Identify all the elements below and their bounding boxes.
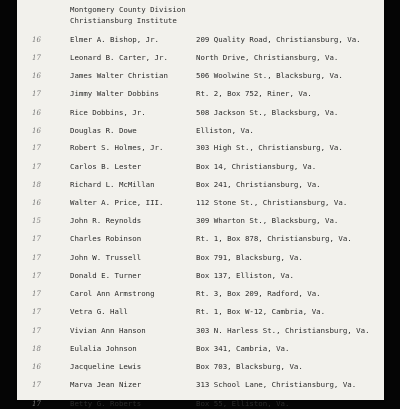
student-name: Vivian Ann Hanson: [70, 326, 146, 335]
student-name: Jimmy Walter Dobbins: [70, 89, 159, 98]
student-address: Box 55, Elliston, Va.: [196, 399, 290, 408]
list-item: [17, 143, 384, 153]
student-name: Richard L. McMillan: [70, 180, 155, 189]
student-address: 506 Woolwine St., Blacksburg, Va.: [196, 71, 343, 80]
handwritten-mark: 18: [32, 345, 41, 353]
list-item: [17, 89, 384, 99]
list-item: [17, 108, 384, 118]
student-name: Rice Dobbins, Jr.: [70, 108, 146, 117]
student-address: Box 137, Elliston, Va.: [196, 271, 294, 280]
handwritten-mark: 17: [32, 308, 41, 316]
list-item: [17, 234, 384, 244]
handwritten-mark: 15: [32, 217, 41, 225]
handwritten-mark: 17: [32, 400, 41, 408]
student-address: 209 Quality Road, Christiansburg, Va.: [196, 35, 361, 44]
student-name: Robert S. Holmes, Jr.: [70, 143, 164, 152]
handwritten-mark: 17: [32, 381, 41, 389]
student-name: James Walter Christian: [70, 71, 168, 80]
student-name: Charles Robinson: [70, 234, 142, 243]
student-name: Vetra G. Hall: [70, 307, 128, 316]
list-item: [17, 180, 384, 190]
handwritten-mark: 18: [32, 181, 41, 189]
student-name: Jacqueline Lewis: [70, 362, 142, 371]
student-name: Douglas R. Dowe: [70, 126, 137, 135]
list-item: [17, 253, 384, 263]
student-address: Rt. 1, Box 878, Christiansburg, Va.: [196, 234, 352, 243]
student-name: Eulalia Johnson: [70, 344, 137, 353]
student-name: Leonard B. Carter, Jr.: [70, 53, 168, 62]
list-item: [17, 380, 384, 390]
handwritten-mark: 17: [32, 90, 41, 98]
document-page: [17, 0, 384, 408]
list-item: [17, 71, 384, 81]
student-address: Box 703, Blacksburg, Va.: [196, 362, 303, 371]
list-item: [17, 289, 384, 299]
handwritten-mark: 16: [32, 109, 41, 117]
list-item: [17, 35, 384, 45]
student-name: Walter A. Price, III.: [70, 198, 164, 207]
handwritten-mark: 17: [32, 235, 41, 243]
student-address: 313 School Lane, Christiansburg, Va.: [196, 380, 357, 389]
list-item: [17, 162, 384, 172]
student-name: Betty G. Roberts: [70, 399, 142, 408]
student-name: John W. Trussell: [70, 253, 142, 262]
student-address: Elliston, Va.: [196, 126, 254, 135]
handwritten-mark: 16: [32, 36, 41, 44]
student-address: Box 14, Christiansburg, Va.: [196, 162, 317, 171]
list-item: [17, 198, 384, 208]
list-item: [17, 344, 384, 354]
student-address: 508 Jackson St., Blacksburg, Va.: [196, 108, 339, 117]
student-address: Box 241, Christiansburg, Va.: [196, 180, 321, 189]
handwritten-mark: 16: [32, 72, 41, 80]
handwritten-mark: 17: [32, 54, 41, 62]
student-name: Marva Jean Nizer: [70, 380, 142, 389]
student-address: Rt. 2, Box 752, Riner, Va.: [196, 89, 312, 98]
student-name: Donald E. Turner: [70, 271, 142, 280]
student-address: 112 Stone St., Christiansburg, Va.: [196, 198, 348, 207]
list-item: [17, 399, 384, 409]
handwritten-mark: 16: [32, 127, 41, 135]
student-address: Rt. 1, Box W-12, Cambria, Va.: [196, 307, 326, 316]
handwritten-mark: 16: [32, 363, 41, 371]
list-item: [17, 271, 384, 281]
header-institution: Christiansburg Institute: [70, 16, 177, 25]
student-address: 309 Wharton St., Blacksburg, Va.: [196, 216, 339, 225]
list-item: [17, 362, 384, 372]
handwritten-mark: 17: [32, 163, 41, 171]
student-address: 303 High St., Christiansburg, Va.: [196, 143, 343, 152]
student-name: John R. Reynolds: [70, 216, 142, 225]
list-item: [17, 307, 384, 317]
handwritten-mark: 17: [32, 144, 41, 152]
list-item: [17, 126, 384, 136]
list-item: [17, 326, 384, 336]
header-division: Montgomery County Division: [70, 5, 186, 14]
handwritten-mark: 17: [32, 327, 41, 335]
student-address: Box 341, Cambria, Va.: [196, 344, 290, 353]
student-address: North Drive, Christiansburg, Va.: [196, 53, 339, 62]
student-address: 303 N. Harless St., Christiansburg, Va.: [196, 326, 370, 335]
list-item: [17, 216, 384, 226]
handwritten-mark: 16: [32, 199, 41, 207]
handwritten-mark: 17: [32, 254, 41, 262]
student-name: Carlos B. Lester: [70, 162, 142, 171]
handwritten-mark: 17: [32, 290, 41, 298]
list-item: [17, 53, 384, 63]
student-address: Rt. 3, Box 209, Radford, Va.: [196, 289, 321, 298]
student-name: Elmer A. Bishop, Jr.: [70, 35, 159, 44]
student-address: Box 791, Blacksburg, Va.: [196, 253, 303, 262]
student-name: Carol Ann Armstrong: [70, 289, 155, 298]
handwritten-mark: 17: [32, 272, 41, 280]
